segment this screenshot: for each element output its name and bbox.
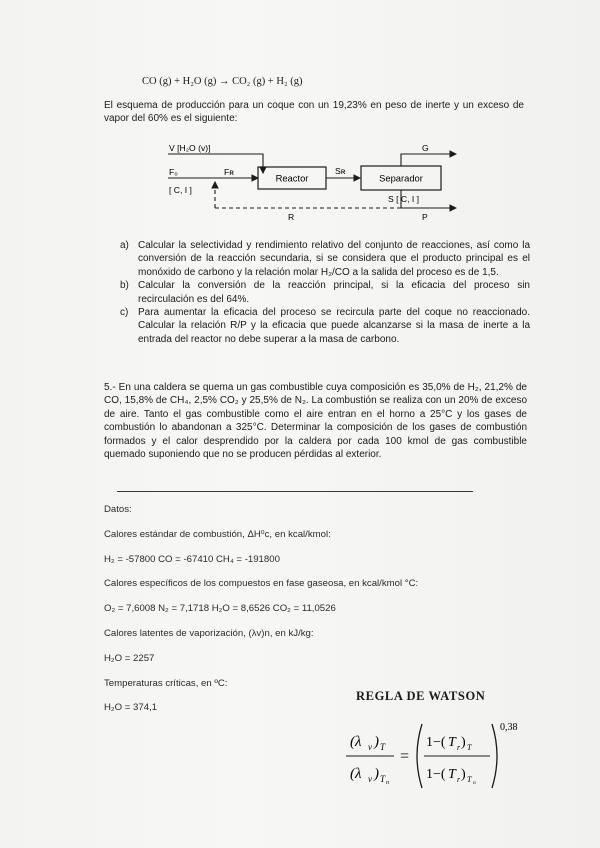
watson-formula (340, 716, 540, 801)
question-b (120, 279, 530, 306)
question-c (120, 306, 530, 346)
gas-output-line (401, 154, 456, 166)
reaction-equation: CO (g) + H₂O (g) → CO₂ (g) + H₂ (g) (142, 76, 303, 87)
svg-text:): ) (374, 734, 379, 750)
process-flow-svg (160, 140, 480, 232)
latent-heat-values: H₂O = 2257 (104, 652, 155, 664)
purge-output-label: P (422, 212, 428, 222)
svg-text:n: n (473, 780, 476, 786)
divider-line (117, 491, 473, 492)
question-a (120, 239, 530, 279)
svg-text:r: r (457, 775, 461, 784)
question-text: Calcular la selectividad y rendimiento relativo del conjunto de reacciones, así como la conversión de la reacción secundaria, si se considera que el producto principal es el monóxido de carbono y la relación molar H₂/CO a la salida del proceso es de 1,5. (138, 240, 530, 278)
svg-text:(λ: (λ (350, 766, 362, 782)
svg-text:): ) (461, 735, 466, 750)
watson-formula-svg (340, 716, 540, 796)
svg-text:T: T (448, 767, 456, 782)
svg-text:): ) (461, 767, 466, 782)
data-section (104, 503, 419, 726)
watson-rule-title: REGLA DE WATSON (356, 689, 486, 703)
steam-feed-label: V [H₂O (v)] (169, 143, 211, 153)
reactor-feed-label: Fʀ (224, 167, 234, 177)
problem-5-paragraph: 5.- En una caldera se quema un gas combustible cuya composición es 35,0% de H₂, 21,2% de CO, 15,8% de CH₄, 2,5% CO₂ y 25,5% de N₂. La combustión se realiza con un 20% de exceso de aire. Tanto el gas combustible como el aire entran en el horno a 25°C y los gases de combustión lo abandonan a 325°C. Determinar la composición de los gases de combustión formados y el calor desprendido por la caldera por cada 100 kmol de gas combustible quemado suponiendo que no se producen pérdidas al exterior. (104, 382, 527, 461)
svg-text:(λ: (λ (350, 734, 362, 750)
reactor-outlet-label: Sʀ (335, 166, 346, 176)
separator-label: Separador (379, 172, 423, 184)
specific-heat-label: Calores específicos de los compuestos en fase gaseosa, en kcal/kmol °C: (104, 578, 419, 590)
latent-heat-label: Calores latentes de vaporización, (λv)n, en kJ/kg: (104, 627, 314, 639)
process-diagram (160, 140, 480, 237)
question-text: Para aumentar la eficacia del proceso se recircula parte del coque no reaccionado. Calcular la relación R/P y la eficacia que puede alcanzarse si la masa de inerte a la entrada del reactor no debe superar a la masa de carbono. (138, 307, 530, 345)
intro-paragraph: El esquema de producción para un coque con un 19,23% en peso de inerte y un exceso de vapor del 60% es el siguiente: (104, 100, 524, 125)
svg-text:T: T (467, 775, 472, 784)
svg-text:v: v (368, 774, 372, 784)
question-letter: a) (120, 240, 129, 251)
recycle-label: R (288, 212, 295, 222)
svg-text:r: r (457, 743, 461, 752)
svg-text:1−(: 1−( (426, 767, 446, 782)
svg-text:=: = (400, 748, 410, 765)
svg-text:T: T (448, 735, 456, 750)
data-heading: Datos: (104, 504, 132, 515)
gas-output-label: G (422, 143, 429, 153)
critical-temp-values: H₂O = 374,1 (104, 702, 158, 714)
svg-text:1−(: 1−( (426, 735, 446, 750)
svg-text:T: T (380, 774, 386, 784)
question-list (120, 239, 530, 346)
svg-text:T: T (380, 742, 386, 752)
question-text: Calcular la conversión de la reacción principal, si la eficacia del proceso sin recirculación es del 64%. (138, 280, 530, 305)
specific-heat-values: O₂ = 7,6008 N₂ = 7,1718 H₂O = 8,6526 CO₂ = 11,0526 (104, 603, 336, 615)
critical-temp-label: Temperaturas críticas, en ºC: (104, 677, 228, 689)
combustion-heat-label: Calores estándar de combustión, ΔH⁰c, en kcal/kmol: (104, 528, 331, 540)
svg-text:): ) (374, 766, 379, 782)
fresh-feed-label: F₀ (169, 167, 178, 177)
watson-exponent: 0,38 (500, 722, 518, 733)
question-letter: b) (120, 280, 129, 292)
fresh-feed-composition: [ C, I ] (169, 185, 192, 195)
reactor-label: Reactor (275, 172, 309, 184)
solid-output-label: S [ C, I ] (388, 194, 420, 204)
svg-text:n: n (386, 780, 389, 786)
combustion-heat-values: H₂ = -57800 CO = -67410 CH₄ = -191800 (104, 553, 280, 565)
svg-text:v: v (368, 742, 372, 752)
steam-feed-line (168, 154, 263, 173)
question-letter: c) (120, 307, 129, 319)
svg-text:T: T (467, 743, 472, 752)
